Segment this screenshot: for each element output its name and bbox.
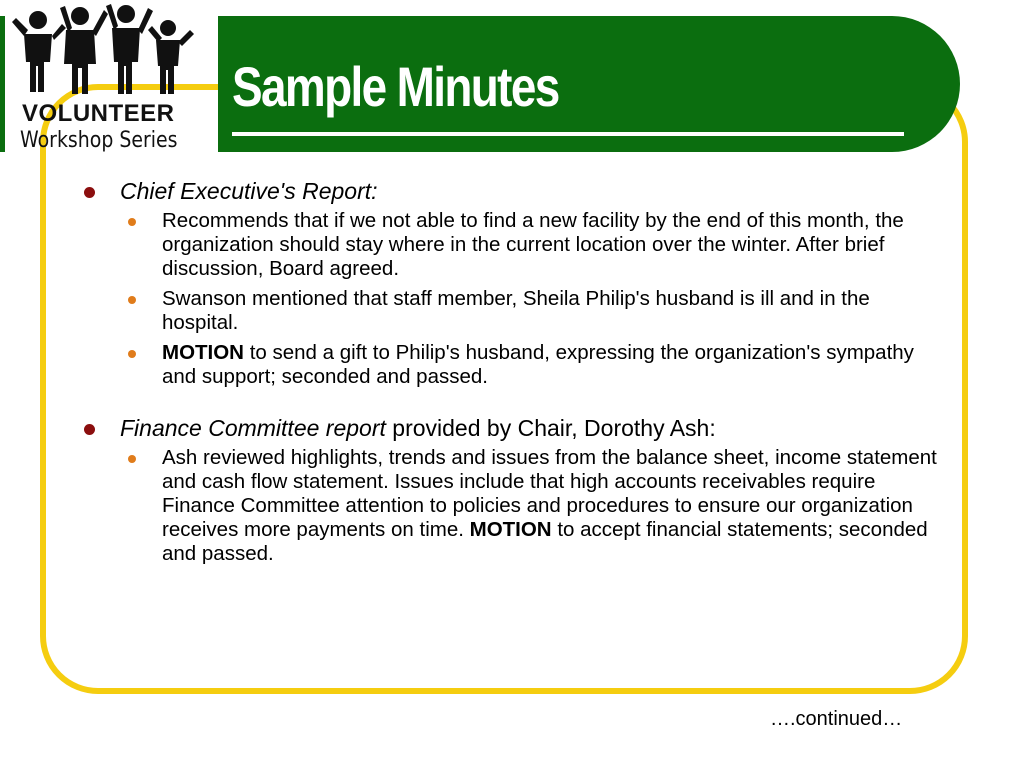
section-heading: Finance Committee report: [120, 415, 386, 441]
motion-label: MOTION: [162, 341, 244, 364]
list-item: [80, 287, 942, 335]
people-silhouette-icon: [8, 0, 208, 100]
bullet-icon: [128, 218, 136, 226]
section-chief-executive: [80, 178, 960, 389]
bullet-icon: [84, 187, 95, 198]
item-text: Recommends that if we not able to find a new facility by the end of this month, the organization should stay where in the current location over the winter. After brief discussion, Board agreed.: [162, 209, 904, 280]
minutes-content: [80, 178, 960, 572]
list-item: [80, 341, 942, 389]
bullet-icon: [128, 296, 136, 304]
section-finance-committee: [80, 415, 960, 566]
item-text: Swanson mentioned that staff member, Sheila Philip's husband is ill and in the hospital.: [162, 287, 870, 334]
section-heading-rest: provided by Chair, Dorothy Ash:: [385, 415, 716, 441]
item-text-continued: to accept financial statements; seconded and passed.: [162, 518, 928, 565]
item-text: Ash reviewed highlights, trends and issues from the balance sheet, income statement and cash flow statement. Issues include that high accounts receivables require Finance Committee attention to policies and procedures to ensure our organization receives more payments on time.: [162, 446, 937, 541]
list-item: [80, 209, 942, 281]
list-item: [80, 446, 942, 566]
page-title: Sample Minutes: [232, 55, 559, 118]
volunteer-logo: [8, 0, 208, 160]
logo-title: VOLUNTEER: [22, 100, 175, 127]
bullet-icon: [84, 424, 95, 435]
bullet-icon: [128, 455, 136, 463]
section-items: [120, 446, 960, 566]
left-accent-rule: [0, 16, 5, 152]
section-items: [120, 209, 960, 389]
continued-note: ….continued…: [770, 708, 903, 730]
title-underline: [232, 132, 904, 136]
item-text: to send a gift to Philip's husband, expressing the organization's sympathy and support; seconded and passed.: [162, 341, 914, 388]
bullet-icon: [128, 350, 136, 358]
section-heading: Chief Executive's Report:: [120, 178, 378, 204]
motion-label: MOTION: [469, 518, 552, 541]
logo-subtitle: Workshop Series: [20, 128, 178, 153]
